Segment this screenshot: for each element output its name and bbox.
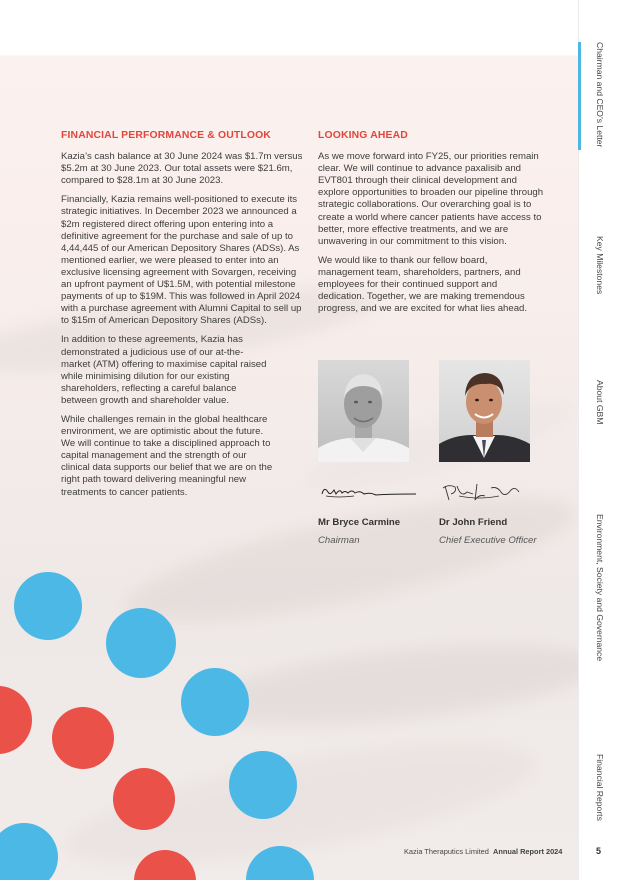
paragraph: While challenges remain in the global healthcare environment, we are optimistic about the future. We will continue to take a disciplined approach to capital management and the strength of our clinical data supports our belief that we are on the right path toward delivering meaningful new treatments to cancer patients. bbox=[61, 413, 273, 498]
footer-company: Kazia Theraputics Limited bbox=[404, 847, 489, 856]
tab-chairman-ceo-letter[interactable] bbox=[578, 34, 622, 156]
tab-key-milestones[interactable] bbox=[578, 230, 622, 300]
chairman-signature bbox=[318, 478, 418, 504]
decorative-dot-blue bbox=[181, 668, 249, 736]
tab-label: Key Milestones bbox=[595, 235, 605, 295]
decorative-dot-blue bbox=[229, 751, 297, 819]
paragraph: Financially, Kazia remains well-positioned to execute its strategic initiatives. In December 2023 we announced a $2m registered direct offering upon entering into a definitive agreement for the purchase and sale of up to 4,44,445 of our American Depository Shares (ADSs). As mentioned earlier, we were pleased to enter into an exclusive licensing agreement with Sovargen, receiving an upfront payment of U$1.5M, with potential milestone payments of up to $19M. This was followed in April 2024 with a purchase agreement with Alumni Capital to sell up to $15m of American Depository Shares (ADSs). bbox=[61, 194, 302, 327]
tab-about-gbm[interactable] bbox=[578, 376, 622, 428]
decorative-dot-red bbox=[52, 707, 114, 769]
paragraph: Kazia’s cash balance at 30 June 2024 was $1.7m versus $5.2m at 30 June 2023. Our total assets were $21.6m, compared to $28.1m at 30 June 2023. bbox=[61, 151, 303, 187]
tab-label: Environment, Society and Governance bbox=[595, 514, 605, 662]
tab-financial-reports[interactable] bbox=[578, 750, 622, 824]
ceo-portrait bbox=[439, 360, 530, 462]
paragraph: In addition to these agreements, Kazia has demonstrated a judicious use of our at-the-market (ATM) offering to maximise capital raised while minimising dilution for our existing shareholders, reflecting a careful balance between growth and shareholder value. bbox=[61, 334, 267, 406]
tab-label: Chairman and CEO’s Letter bbox=[595, 42, 605, 148]
section-heading: LOOKING AHEAD bbox=[318, 130, 408, 141]
ceo-signature bbox=[439, 478, 539, 504]
tab-label: About GBM bbox=[595, 379, 605, 425]
paragraph: We would like to thank our fellow board, management team, shareholders, partners, and employees for their continued support and dedication. Together, we are making tremendous progress, and we are excited for what lies ahead. bbox=[318, 254, 528, 315]
tab-label: Financial Reports bbox=[595, 753, 605, 821]
decorative-dot-blue bbox=[14, 572, 82, 640]
chairman-portrait bbox=[318, 360, 409, 462]
decorative-dot-red bbox=[113, 768, 175, 830]
section-heading: FINANCIAL PERFORMANCE & OUTLOOK bbox=[61, 130, 271, 141]
signatory-title: Chief Executive Officer bbox=[439, 535, 537, 546]
signatory-title: Chairman bbox=[318, 535, 360, 546]
brush-texture bbox=[197, 629, 578, 740]
looking-ahead-section bbox=[318, 130, 550, 322]
footer-report-title: Annual Report 2024 bbox=[493, 847, 563, 856]
tab-environment-society-governance[interactable] bbox=[578, 512, 622, 664]
financial-performance-section bbox=[61, 130, 304, 506]
signatory-name: Mr Bryce Carmine bbox=[318, 517, 401, 528]
paragraph: As we move forward into FY25, our priorities remain clear. We will continue to advance paxalisib and EVT801 through their clinical development and explore opportunities to broaden our pipeline through strategic collaborations. Our overarching goal is to create a world where cancer patients have access to better, more effective treatments, and we are unwavering in our commitment to this vision. bbox=[318, 151, 544, 247]
signatory-name: Dr John Friend bbox=[439, 517, 508, 528]
page-number: 5 bbox=[596, 846, 602, 856]
decorative-dot-blue bbox=[106, 608, 176, 678]
